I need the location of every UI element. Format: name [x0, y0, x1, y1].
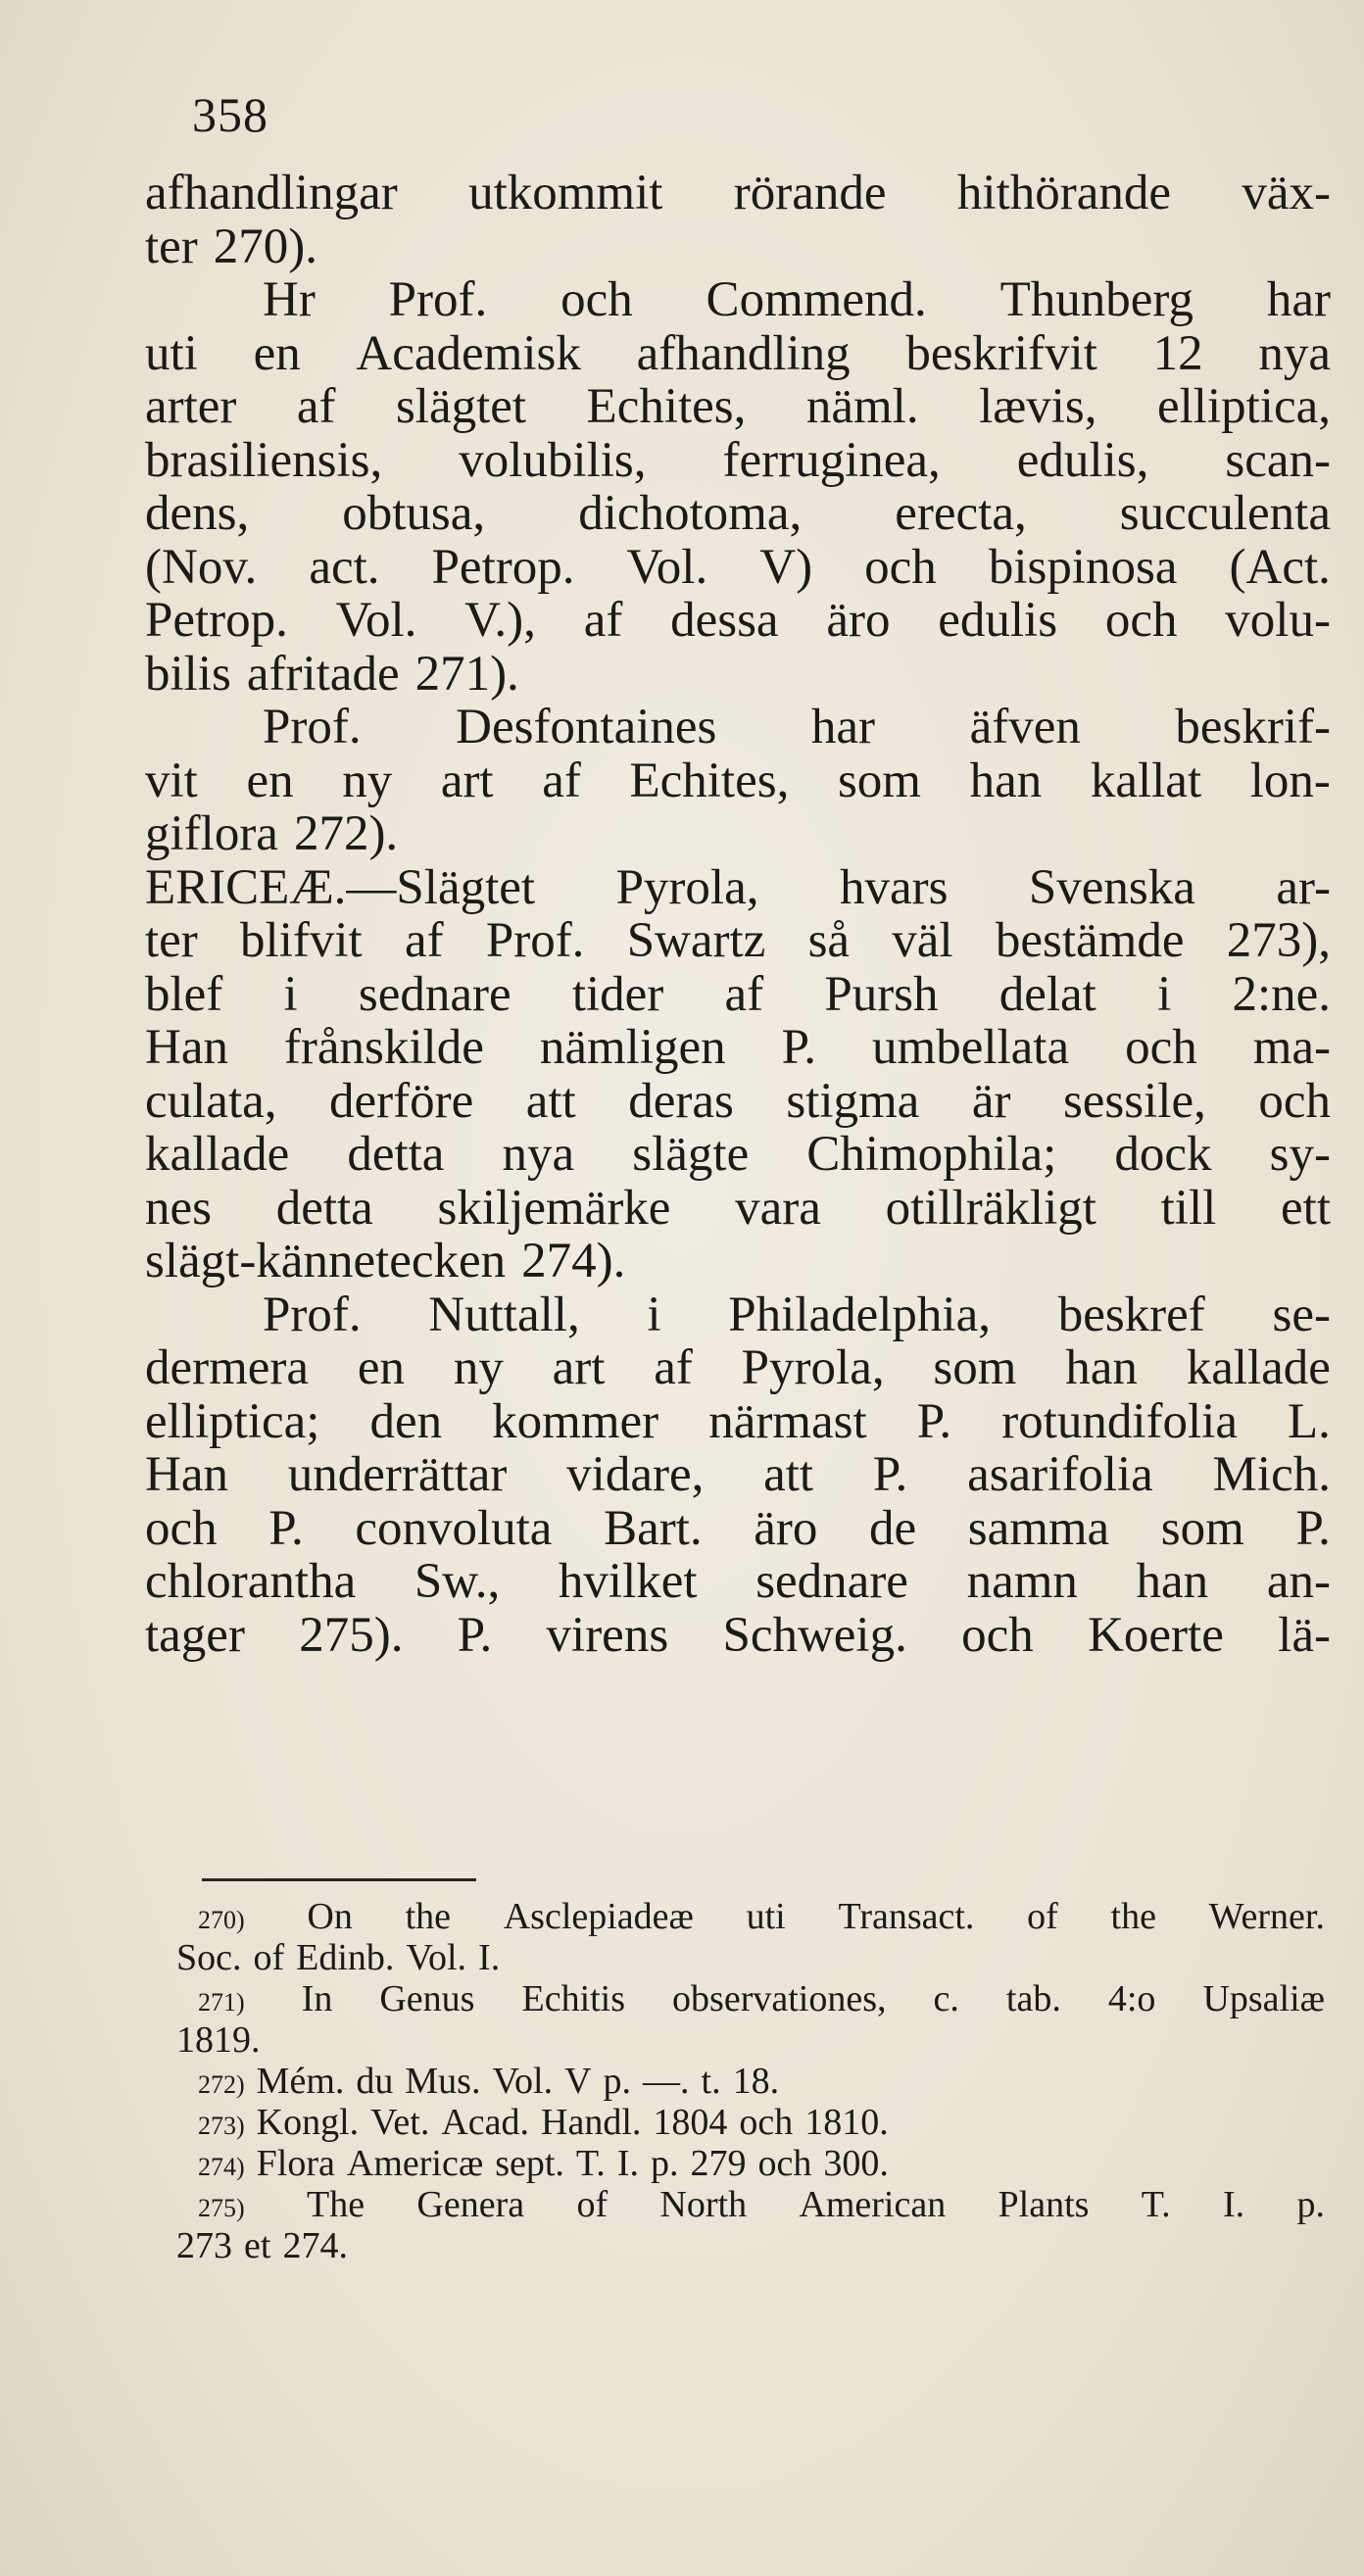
footnote-rule — [202, 1878, 476, 1881]
body-line: dermera en ny art af Pyrola, som han kallade — [145, 1340, 1331, 1395]
body-line: bilis afritade 271). — [145, 646, 519, 702]
footnote-number: 272) — [198, 2070, 245, 2099]
body-line: uti en Academisk afhandling beskrifvit 12 nya — [145, 325, 1331, 381]
footnote-line: Soc. of Edinb. Vol. I. — [176, 1937, 501, 1978]
footnote-line: 271) In Genus Echitis observationes, c. tab. 4:o Upsaliæ — [188, 1978, 1325, 2019]
body-line: slägt-kännetecken 274). — [145, 1234, 626, 1288]
body-line: ERICEÆ.—Slägtet Pyrola, hvars Svenska ar- — [145, 859, 1331, 915]
footnote-line: 275) The Genera of North American Plants T. I. p. — [188, 2184, 1325, 2225]
footnote-line: 272) Mém. du Mus. Vol. V p. —. t. 18. — [188, 2061, 1325, 2102]
body-line: (Nov. act. Petrop. Vol. V) och bispinosa (Act. — [145, 539, 1331, 595]
body-line: afhandlingar utkommit rörande hithörande väx- — [145, 166, 1331, 220]
body-line: Han frånskilde nämligen P. umbellata och ma- — [145, 1020, 1331, 1075]
body-line: culata, derföre att deras stigma är sessile, och — [145, 1073, 1331, 1129]
body-line: giflora 272). — [145, 806, 399, 861]
body-line: ter blifvit af Prof. Swartz så väl bestämde 273), — [145, 913, 1331, 968]
footnote-number: 271) — [198, 1988, 245, 2017]
footnote-number: 270) — [198, 1906, 245, 1934]
body-line: Prof. Nuttall, i Philadelphia, beskref se- — [263, 1287, 1331, 1342]
footnote-line: 273 et 274. — [176, 2225, 348, 2266]
body-line: Hr Prof. och Commend. Thunberg har — [263, 272, 1331, 327]
body-line: dens, obtusa, dichotoma, erecta, succulenta — [145, 486, 1331, 541]
body-text — [145, 167, 1331, 1662]
body-line: blef i sednare tider af Pursh delat i 2:ne. — [145, 966, 1331, 1022]
footnote-line: 274) Flora Americæ sept. T. I. p. 279 och 300. — [188, 2143, 1325, 2184]
body-line: nes detta skiljemärke vara otillräkligt till ett — [145, 1180, 1331, 1236]
body-line: arter af slägtet Echites, näml. lævis, elliptica, — [145, 379, 1331, 434]
footnote-line: 270) On the Asclepiadeæ uti Transact. of the Werner. — [188, 1896, 1325, 1937]
body-line: och P. convoluta Bart. äro de samma som P. — [145, 1500, 1331, 1556]
body-line: Han underrättar vidare, att P. asarifolia Mich. — [145, 1447, 1331, 1502]
footnote-number: 275) — [198, 2194, 245, 2222]
body-line: Petrop. Vol. V.), af dessa äro edulis och volu- — [145, 593, 1331, 648]
footnote-line: 273) Kongl. Vet. Acad. Handl. 1804 och 1810. — [188, 2102, 1325, 2143]
body-line: ter 270). — [145, 219, 318, 274]
body-line: Prof. Desfontaines har äfven beskrif- — [263, 700, 1331, 754]
body-line: brasiliensis, volubilis, ferruginea, edulis, scan- — [145, 432, 1331, 488]
body-line: tager 275). P. virens Schweig. och Koerte lä- — [145, 1607, 1331, 1663]
footnote-number: 274) — [198, 2153, 245, 2181]
footnote-line: 1819. — [176, 2019, 261, 2061]
body-line: elliptica; den kommer närmast P. rotundifolia L. — [145, 1393, 1331, 1449]
body-line: kallade detta nya slägte Chimophila; dock sy- — [145, 1127, 1331, 1182]
page-number: 358 — [192, 87, 268, 142]
footnotes — [176, 1896, 1325, 2266]
body-line: chlorantha Sw., hvilket sednare namn han an- — [145, 1554, 1331, 1609]
footnote-number: 273) — [198, 2112, 245, 2140]
body-line: vit en ny art af Echites, som han kallat lon- — [145, 753, 1331, 808]
